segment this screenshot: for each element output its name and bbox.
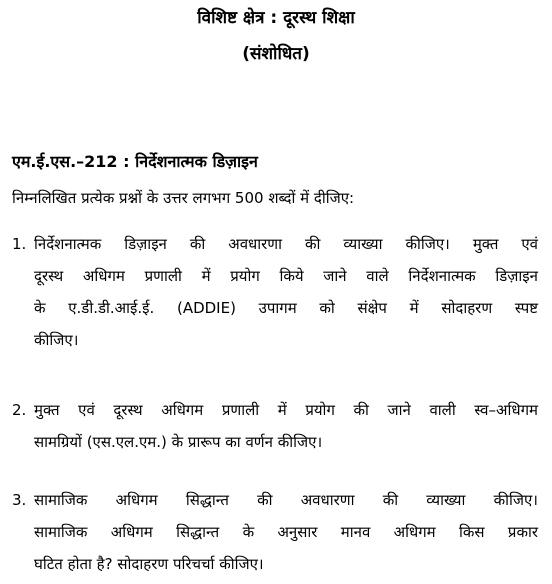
question-line: दूरस्थ अधिगम प्रणाली में प्रयोग किये जाने वाले निर्देशनात्मक डिज़ाइन bbox=[34, 267, 538, 285]
question-2 bbox=[12, 394, 538, 458]
page-subtitle: (संशोधित) bbox=[242, 44, 310, 64]
course-title: एम.ई.एस.–212 : निर्देशनात्मक डिज़ाइन bbox=[12, 152, 258, 171]
question-number: 2. bbox=[12, 401, 27, 419]
question-number: 3. bbox=[12, 491, 27, 509]
page-title: विशिष्ट क्षेत्र : दूरस्थ शिक्षा bbox=[197, 8, 355, 28]
question-line: सामग्रियों (एस.एल.एम.) के प्रारूप का वर्णन कीजिए। bbox=[34, 433, 323, 451]
instruction-text: निम्नलिखित प्रत्येक प्रश्नों के उत्तर लगभग 500 शब्दों में दीजिए: bbox=[12, 189, 355, 207]
question-3 bbox=[12, 484, 538, 580]
question-number: 1. bbox=[12, 235, 27, 253]
question-line: के ए.डी.डी.आई.ई. (ADDIE) उपागम को संक्षेप में सोदाहरण स्पष्ट bbox=[34, 299, 538, 317]
question-1 bbox=[12, 228, 538, 356]
question-line: निर्देशनात्मक डिज़ाइन की अवधारणा की व्याख्या कीजिए। मुक्त एवं bbox=[34, 235, 538, 253]
question-line: घटित होता है? सोदाहरण परिचर्चा कीजिए। bbox=[34, 555, 264, 573]
question-line: सामाजिक अधिगम सिद्धान्त की अवधारणा की व्याख्या कीजिए। bbox=[34, 491, 538, 509]
question-line: मुक्त एवं दूरस्थ अधिगम प्रणाली में प्रयोग की जाने वाली स्व–अधिगम bbox=[34, 401, 538, 419]
question-line: सामाजिक अधिगम सिद्धान्त के अनुसार मानव अधिगम किस प्रकार bbox=[34, 523, 538, 541]
question-line: कीजिए। bbox=[34, 331, 79, 349]
